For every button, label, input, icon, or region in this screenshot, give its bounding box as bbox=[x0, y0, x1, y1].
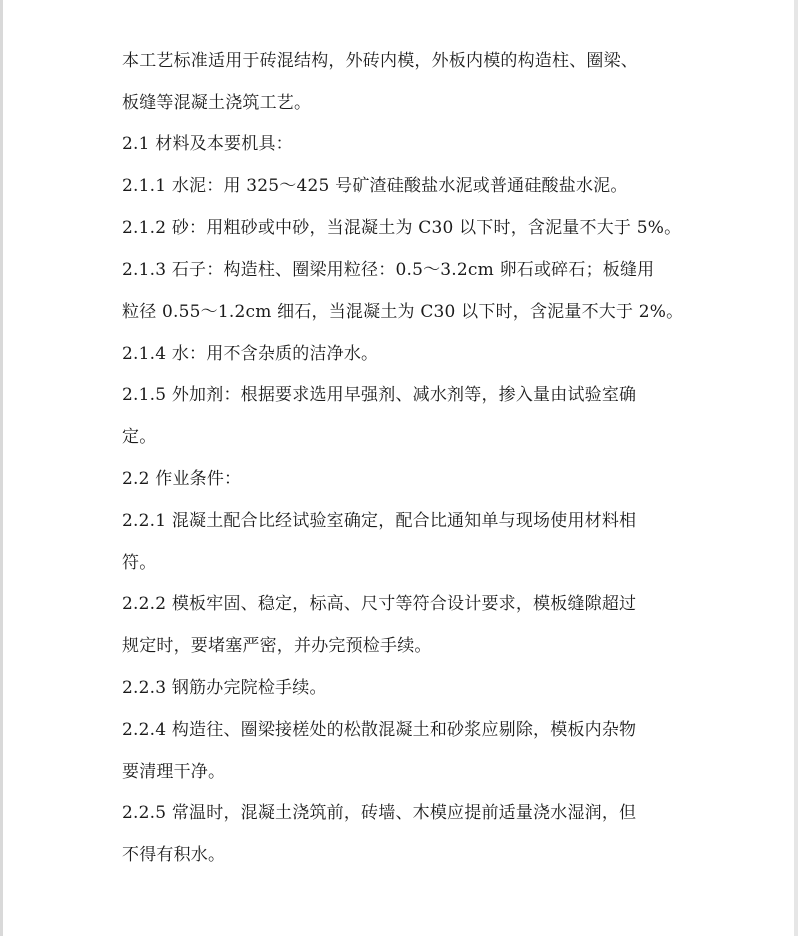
section-heading: 2.1 材料及本要机具： bbox=[122, 134, 293, 154]
section-heading: 2.2 作业条件： bbox=[122, 469, 242, 489]
text-line: 定。 bbox=[122, 427, 157, 447]
text-line: 2.2.2 模板牢固、稳定，标高、尺寸等符合设计要求，模板缝隙超过 bbox=[122, 594, 637, 614]
text-line: 2.1.4 水：用不含杂质的洁净水。 bbox=[122, 344, 379, 364]
text-line: 2.2.1 混凝土配合比经试验室确定，配合比通知单与现场使用材料相 bbox=[122, 511, 637, 531]
text-line: 2.2.5 常温时，混凝土浇筑前，砖墙、木模应提前适量浇水湿润，但 bbox=[122, 803, 637, 823]
text-line: 2.2.3 钢筋办完院检手续。 bbox=[122, 678, 327, 698]
text-line: 不得有积水。 bbox=[122, 845, 226, 865]
text-line: 2.2.4 构造往、圈梁接槎处的松散混凝土和砂浆应剔除，模板内杂物 bbox=[122, 720, 637, 740]
text-line: 要清理干净。 bbox=[122, 762, 226, 782]
page-left-edge bbox=[0, 0, 3, 936]
text-line: 板缝等混凝土浇筑工艺。 bbox=[122, 93, 312, 113]
text-line: 2.1.2 砂：用粗砂或中砂，当混凝土为 C30 以下时，含泥量不大于 5%。 bbox=[122, 218, 682, 238]
text-line: 规定时，要堵塞严密，并办完预检手续。 bbox=[122, 636, 432, 656]
text-line: 粒径 0.55～1.2cm 细石，当混凝土为 C30 以下时，含泥量不大于 2%。 bbox=[122, 302, 684, 322]
text-line: 本工艺标准适用于砖混结构，外砖内模，外板内模的构造柱、圈梁、 bbox=[122, 51, 638, 71]
text-line: 2.1.1 水泥：用 325～425 号矿渣硅酸盐水泥或普通硅酸盐水泥。 bbox=[122, 176, 628, 196]
text-line: 2.1.5 外加剂：根据要求选用早强剂、减水剂等，掺入量由试验室确 bbox=[122, 385, 637, 405]
text-line: 2.1.3 石子：构造柱、圈梁用粒径：0.5～3.2cm 卵石或碎石；板缝用 bbox=[122, 260, 655, 280]
page-right-edge bbox=[794, 0, 798, 936]
text-line: 符。 bbox=[122, 553, 157, 573]
